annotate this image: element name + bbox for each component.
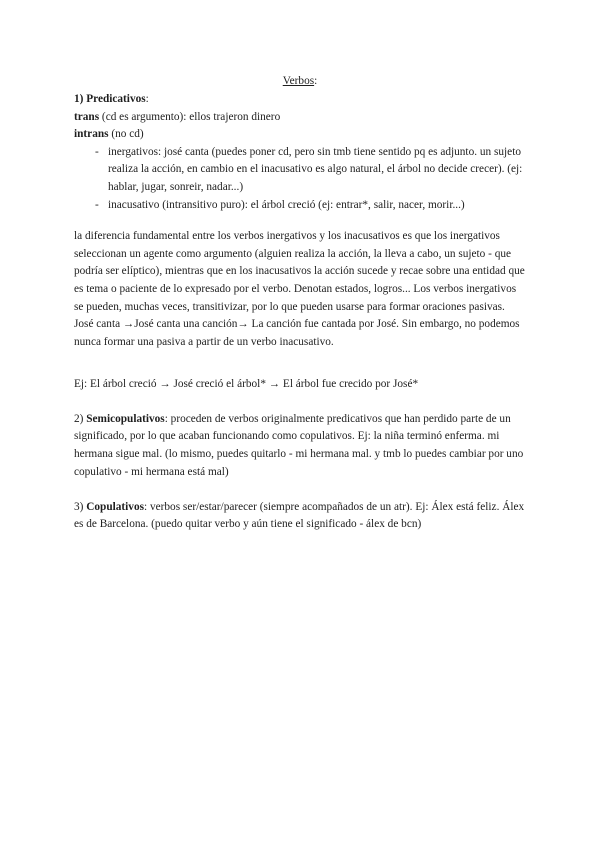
intrans-line bbox=[74, 126, 526, 144]
title-colon: : bbox=[314, 75, 318, 87]
intrans-text: (no cd) bbox=[108, 128, 144, 141]
bullet-inacusativo-text: inacusativo (intransitivo puro): el árbol creció (ej: entrar*, salir, nacer, morir...) bbox=[108, 198, 465, 211]
copulativos-label: Copulativos bbox=[86, 500, 145, 513]
predicativos-colon: : bbox=[145, 93, 149, 105]
copulativos-num: 3) bbox=[74, 500, 87, 513]
page-title bbox=[0, 73, 600, 91]
trans-label: trans bbox=[74, 110, 100, 123]
paragraph-diferencia: la diferencia fundamental entre los verbos inergativos y los inacusativos es que los inergativos seleccionan un agente como argumento (alguien realiza la acción, la lleva a cabo, un sujeto - que podría ser elíptico), mientras que en los inacusativos la acción sucede y recae sobre una entidad que es tema o paciente de lo expresado por el verbo. Denotan estados, logros... Los verbos inergativos se pueden, muchas veces, transitivizar, por lo que pueden usarse para formar oraciones pasivas. José canta →José canta una canción→ La canción fue cantada por José. Sin embargo, no podemos nunca formar una pasiva a partir de un verbo inacusativo. bbox=[74, 230, 525, 348]
section-semicopulativos bbox=[74, 411, 526, 481]
bullet-dash: - bbox=[95, 198, 99, 211]
section-predicativos-heading bbox=[74, 91, 526, 109]
example-line: Ej: El árbol creció → José creció el árbol* → El árbol fue crecido por José* bbox=[74, 377, 419, 390]
trans-line bbox=[74, 109, 526, 127]
semicopulativos-text: : proceden de verbos originalmente predicativos que han perdido parte de un significado, por lo que acaban funcionando como copulativos. Ej: la niña terminó enferma. mi hermana sigue mal. (lo mismo, puedes quitarlo - mi hermana mal. y tmb lo puedes cambiar por uno copulativo - mi hermana está mal) bbox=[74, 412, 524, 478]
bullet-inergativos bbox=[95, 144, 535, 198]
predicativos-heading: 1) Predicativos bbox=[74, 93, 146, 105]
copulativos-text: : verbos ser/estar/parecer (siempre acompañados de un atr). Ej: Álex está feliz. Álex es de Barcelona. (puedo quitar verbo y aún tiene el significado - álex de bcn) bbox=[74, 500, 525, 531]
intrans-label: intrans bbox=[74, 128, 109, 141]
section-copulativos bbox=[74, 499, 526, 534]
semicopulativos-num: 2) bbox=[74, 412, 87, 425]
bullet-dash: - bbox=[95, 145, 99, 158]
title-text: Verbos bbox=[282, 75, 315, 87]
bullet-inergativos-text: inergativos: josé canta (puedes poner cd, pero sin tmb tiene sentido pq es adjunto. un sujeto realiza la acción, en cambio en el inacusativo es algo natural, el árbol no decide crecer). (ej: hablar, jugar, sonreir, nadar...) bbox=[108, 145, 523, 193]
trans-text: (cd es argumento): ellos trajeron dinero bbox=[99, 110, 281, 123]
semicopulativos-label: Semicopulativos bbox=[86, 412, 165, 425]
